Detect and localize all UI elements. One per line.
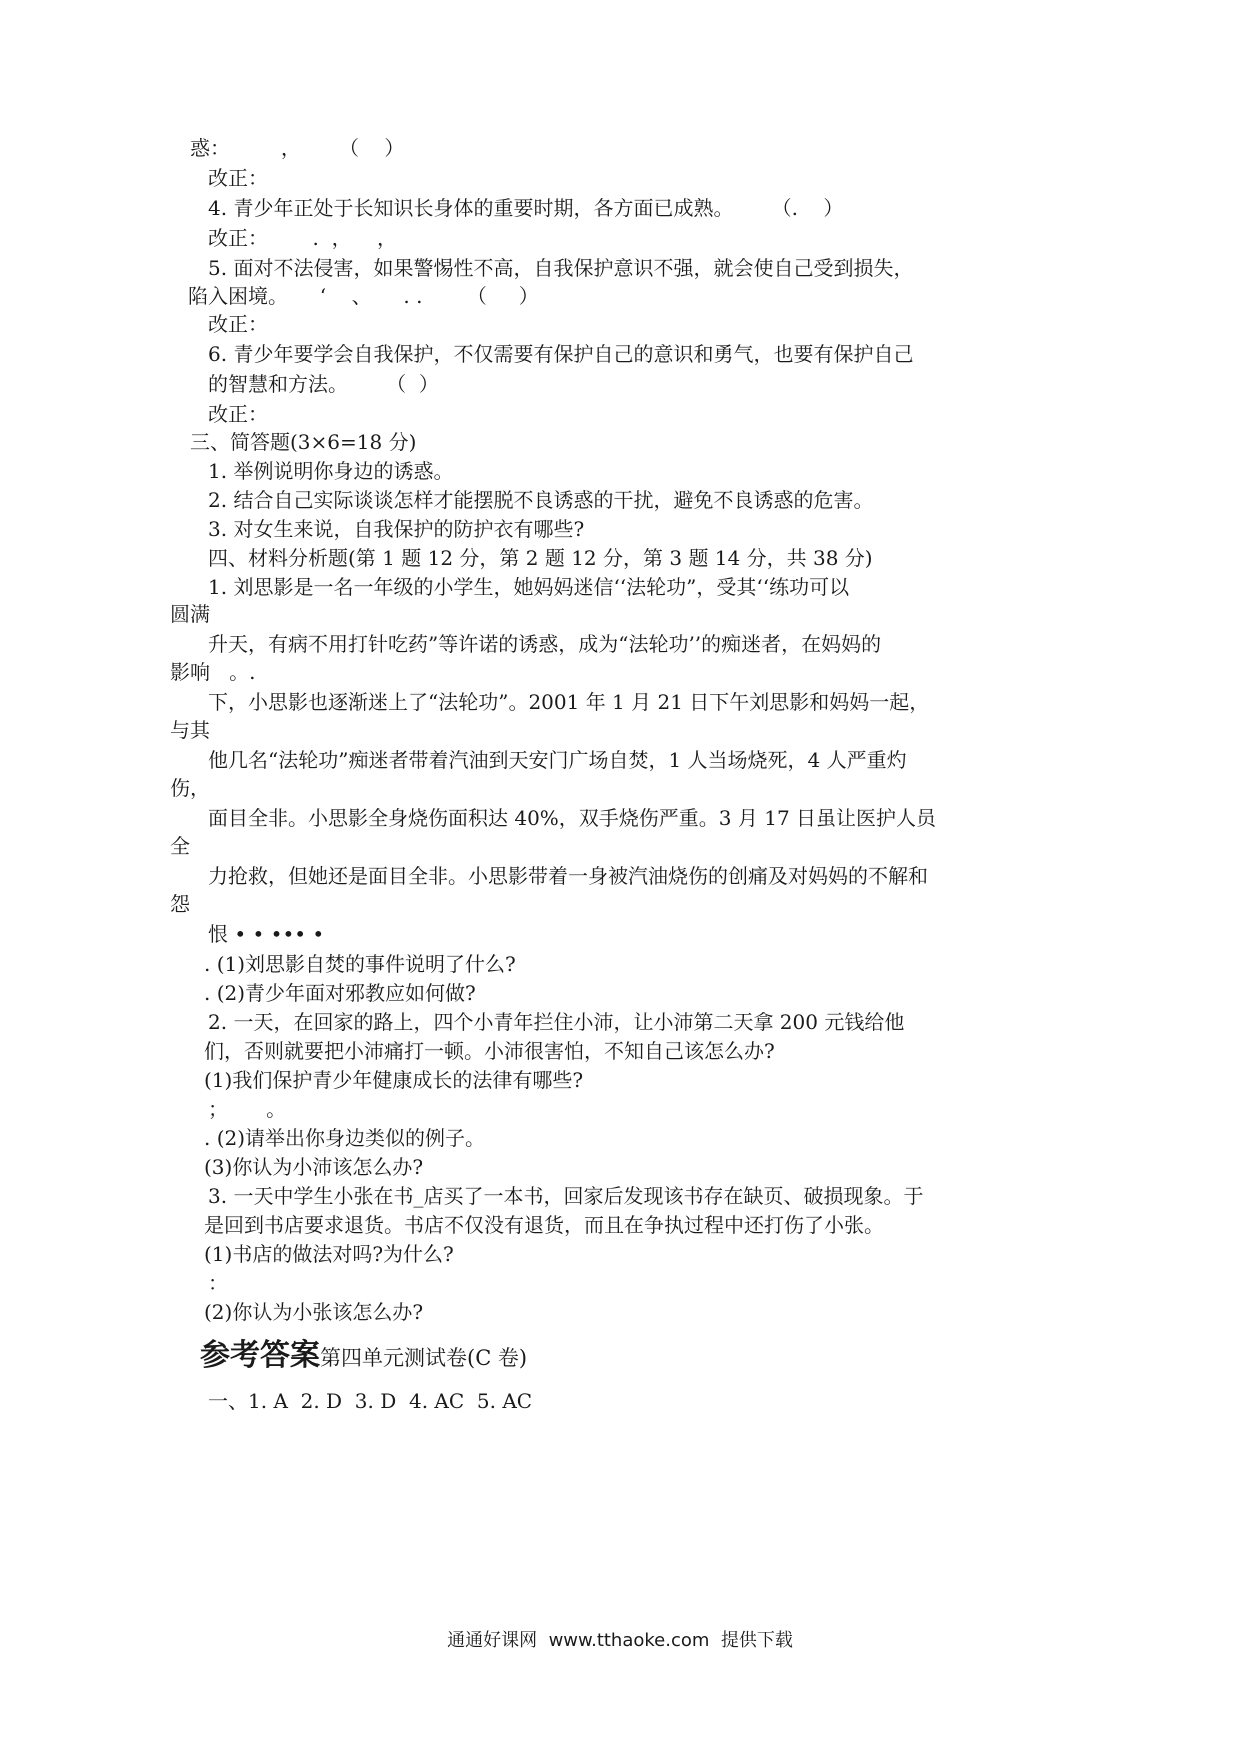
text-line: 改正： [208, 166, 268, 190]
text-line: 与其 [170, 718, 210, 742]
answer-subtitle: 第四单元测试卷(C 卷) [320, 1346, 528, 1370]
text-line: 力抢救，但她还是面目全非。小思影带着一身被汽油烧伤的创痛及对妈妈的不解和 [208, 864, 928, 888]
text-line: 4. 青少年正处于长知识长身体的重要时期，各方面已成熟。 （. ） [208, 196, 844, 220]
text-line: 全 [170, 834, 190, 858]
section-heading: 四、材料分析题(第 1 题 12 分，第 2 题 12 分，第 3 题 14 分，共 38 分) [208, 546, 873, 570]
text-line: 2. 结合自己实际谈谈怎样才能摆脱不良诱惑的干扰，避免不良诱惑的危害。 [208, 488, 874, 512]
text-line: 1. 刘思影是一名一年级的小学生，她妈妈迷信‘‘法轮功”，受其‘‘练功可以 [208, 575, 850, 599]
text-line: 圆满 [170, 602, 210, 626]
text-line: ； 。 [208, 1097, 287, 1121]
answer-line: 一、1. A 2. D 3. D 4. AC 5. AC [208, 1389, 533, 1413]
text-line: 改正： [208, 312, 268, 336]
text-line: 是回到书店要求退货。书店不仅没有退货，而且在争执过程中还打伤了小张。 [204, 1213, 884, 1237]
section-heading: 三、简答题(3×6=18 分) [190, 430, 417, 454]
text-line: . (1)刘思影自焚的事件说明了什么? [204, 952, 516, 976]
text-line: 们，否则就要把小沛痛打一顿。小沛很害怕，不知自己该怎么办? [204, 1039, 775, 1063]
text-line: 改正： . ， ， [208, 226, 398, 250]
text-line: 惑： ， （ ） [190, 136, 405, 160]
text-line: 3. 一天中学生小张在书_店买了一本书，回家后发现该书存在缺页、破损现象。于 [208, 1184, 924, 1208]
text-line: (1)我们保护青少年健康成长的法律有哪些? [204, 1068, 584, 1092]
answer-title [200, 1338, 527, 1374]
text-line: (3)你认为小沛该怎么办? [204, 1155, 424, 1179]
text-line: . (2)青少年面对邪教应如何做? [204, 981, 476, 1005]
footer-text: 通通好课网 www.tthaoke.com 提供下载 [447, 1630, 793, 1651]
text-line: 伤， [170, 776, 210, 800]
text-line: . (2)请举出你身边类似的例子。 [204, 1126, 486, 1150]
text-line: 的智慧和方法。 （ ） [208, 372, 439, 396]
text-line: (1)书店的做法对吗?为什么? [204, 1242, 454, 1266]
text-line: 面目全非。小思影全身烧伤面积达 40%，双手烧伤严重。3 月 17 日虽让医护人员 [208, 806, 937, 830]
text-line: 1. 举例说明你身边的诱惑。 [208, 459, 454, 483]
text-line: 陷入困境。 ‘ 、 . . （ ） [188, 284, 539, 308]
text-line: 恨 • • ••• • [208, 922, 325, 946]
text-line: 改正： [208, 402, 268, 426]
text-line: 5. 面对不法侵害，如果警惕性不高，自我保护意识不强，就会使自己受到损失， [208, 256, 914, 280]
text-line: 影响 。. [170, 660, 256, 684]
text-line: 6. 青少年要学会自我保护，不仅需要有保护自己的意识和勇气，也要有保护自己 [208, 342, 914, 366]
text-line: 升天，有病不用打针吃药”等许诺的诱惑，成为“法轮功’’的痴迷者，在妈妈的 [208, 632, 882, 656]
text-line: 3. 对女生来说，自我保护的防护衣有哪些? [208, 517, 585, 541]
text-line: 下，小思影也逐渐迷上了“法轮功”。2001 年 1 月 21 日下午刘思影和妈妈一起， [208, 690, 930, 714]
text-line: 2. 一天，在回家的路上，四个小青年拦住小沛，让小沛第二天拿 200 元钱给他 [208, 1010, 905, 1034]
text-line: 怨 [170, 892, 190, 916]
text-line: ： [208, 1271, 228, 1295]
text-line: 他几名“法轮功”痴迷者带着汽油到天安门广场自焚，1 人当场烧死，4 人严重灼 [208, 748, 907, 772]
answer-heading: 参考答案 [200, 1338, 320, 1373]
text-line: (2)你认为小张该怎么办? [204, 1300, 424, 1324]
